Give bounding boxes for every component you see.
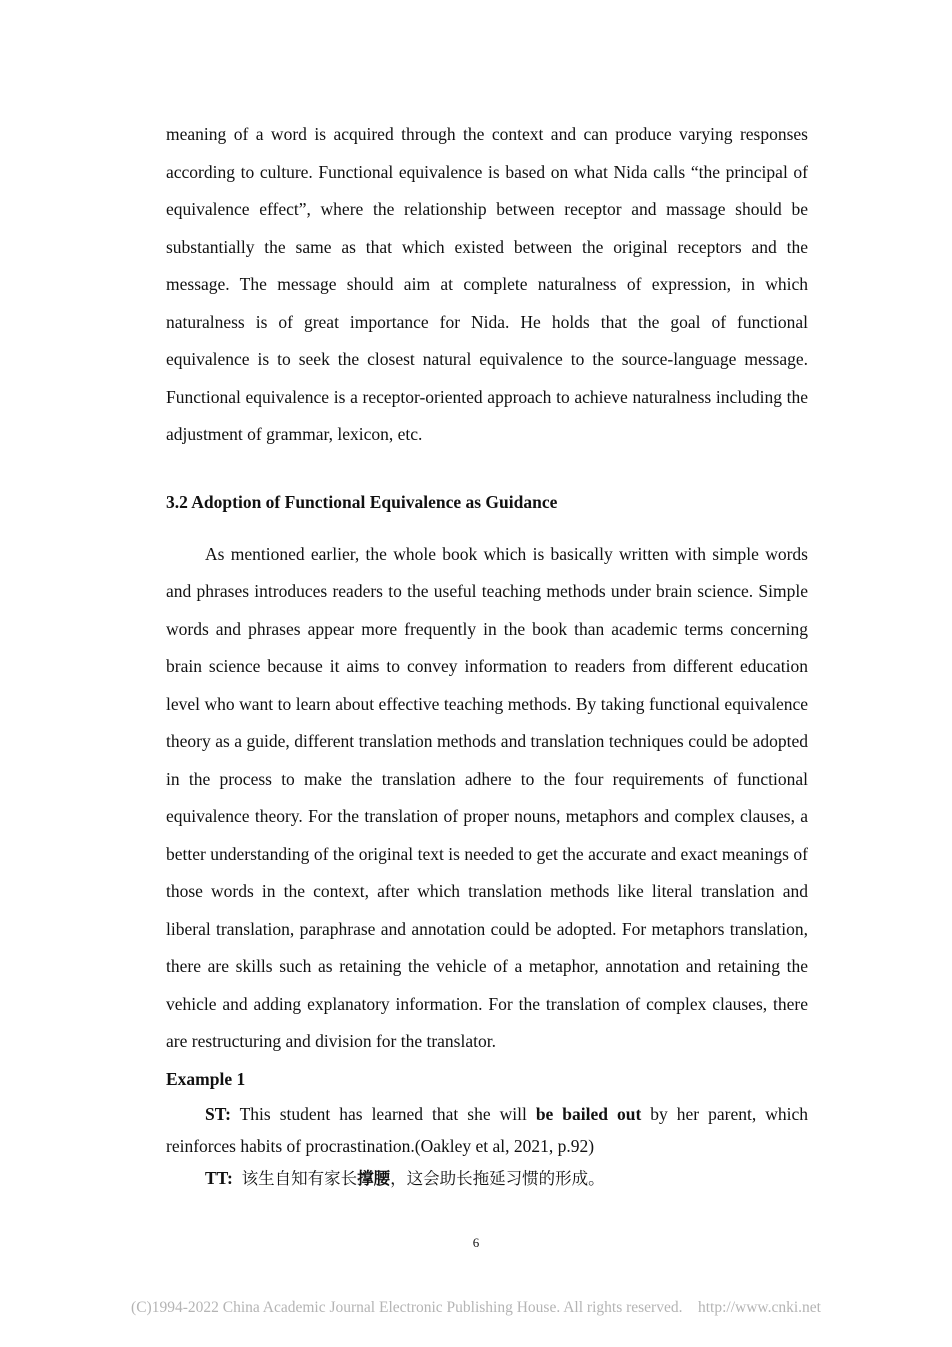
source-text-part-2: by her parent, which reinforces habits of procrastination.(Oakley et al, 2021, p.92): [166, 1103, 808, 1156]
source-text-emphasis: be bailed out: [535, 1103, 642, 1124]
source-text: [166, 1098, 808, 1162]
target-text-part-1: 该生自知有家长: [241, 1168, 358, 1188]
source-text-label: ST:: [205, 1103, 231, 1124]
section-heading: 3.2 Adoption of Functional Equivalence as Guidance: [166, 491, 558, 512]
copyright-footer: (C)1994-2022 China Academic Journal Electronic Publishing House. All rights reserved. http://www.cnki.net: [131, 1299, 821, 1316]
page-content: [166, 116, 808, 1195]
target-text-part-2: ，这会助长拖延习惯的形成。: [390, 1168, 605, 1188]
example-label: Example 1: [166, 1068, 246, 1089]
source-text-part-1: This student has learned that she will: [230, 1103, 536, 1124]
target-text-emphasis: 撑腰: [357, 1168, 391, 1188]
target-text: [166, 1162, 808, 1195]
body-paragraph-1: meaning of a word is acquired through the context and can produce varying responses according to culture. Functional equivalence is based on what Nida calls “the principal of equivalence effect”, where the relationship between receptor and massage should be substantially the same as that which existed between the original receptors and the message. The message should aim at complete naturalness of expression, in which naturalness is of great importance for Nida. He holds that the goal of functional equivalence is to seek the closest natural equivalence to the source-language message. Functional equivalence is a receptor-oriented approach to achieve naturalness including the adjustment of grammar, lexicon, etc.: [166, 124, 808, 444]
page-number: 6: [472, 1235, 480, 1250]
target-text-label: TT:: [205, 1167, 233, 1188]
body-paragraph-2: As mentioned earlier, the whole book which is basically written with simple words and phrases introduces readers to the useful teaching methods under brain science. Simple words and phrases appear more frequently in the book than academic terms concerning brain science because it aims to convey information to readers from different education level who want to learn about effective teaching methods. By taking functional equivalence theory as a guide, different translation methods and translation techniques could be adopted in the process to make the translation adhere to the four requirements of functional equivalence theory. For the translation of proper nouns, metaphors and complex clauses, a better understanding of the original text is needed to get the accurate and exact meanings of those words in the context, after which translation methods like literal translation and liberal translation, paraphrase and annotation could be adopted. For metaphors translation, there are skills such as retaining the vehicle of a metaphor, annotation and retaining the vehicle and adding explanatory information. For the translation of complex clauses, there are restructuring and division for the translator.: [166, 543, 808, 1051]
